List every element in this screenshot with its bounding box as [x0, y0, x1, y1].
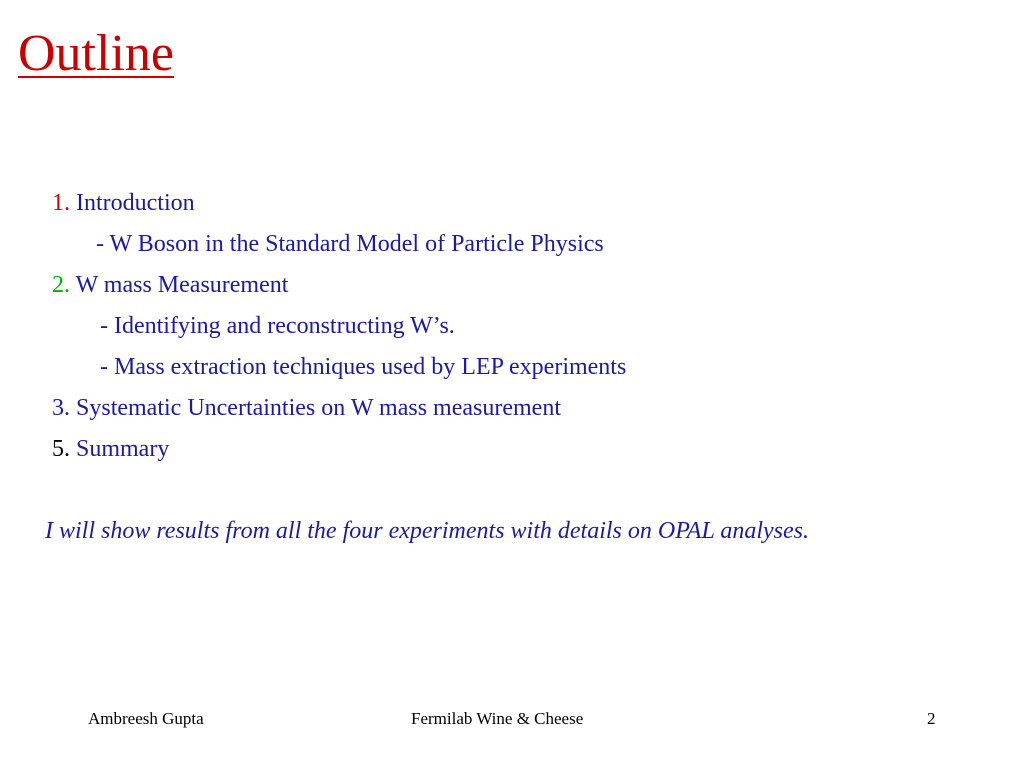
- outline-subitem-mass-extraction: - Mass extraction techniques used by LEP experiments: [100, 354, 627, 380]
- outline-item-1: [52, 188, 195, 218]
- outline-item-3: [52, 393, 561, 423]
- footer-event: Fermilab Wine & Cheese: [411, 709, 584, 728]
- item-separator: .: [64, 272, 76, 298]
- outline-item-5: [52, 434, 169, 464]
- item-text: W mass Measurement: [75, 272, 289, 298]
- item-text: Systematic Uncertainties on W mass measurement: [76, 395, 561, 421]
- item-separator: .: [64, 395, 76, 421]
- outline-subitem-identifying: - Identifying and reconstructing W’s.: [100, 313, 455, 339]
- footer-author: Ambreesh Gupta: [88, 709, 204, 728]
- results-note: I will show results from all the four experiments with details on OPAL analyses.: [45, 518, 810, 544]
- item-text: Summary: [76, 436, 170, 462]
- slide-title: Outline: [18, 25, 174, 82]
- item-text: Introduction: [76, 190, 195, 216]
- item-separator: .: [64, 190, 76, 216]
- footer-page-number: 2: [927, 709, 936, 728]
- outline-item-2: [52, 270, 288, 300]
- item-number: 3: [52, 395, 64, 421]
- item-separator: .: [64, 436, 76, 462]
- item-number: 1: [52, 190, 64, 216]
- item-number: 2: [52, 272, 64, 298]
- outline-subitem-w-boson: - W Boson in the Standard Model of Particle Physics: [96, 231, 604, 257]
- item-number: 5: [52, 436, 64, 462]
